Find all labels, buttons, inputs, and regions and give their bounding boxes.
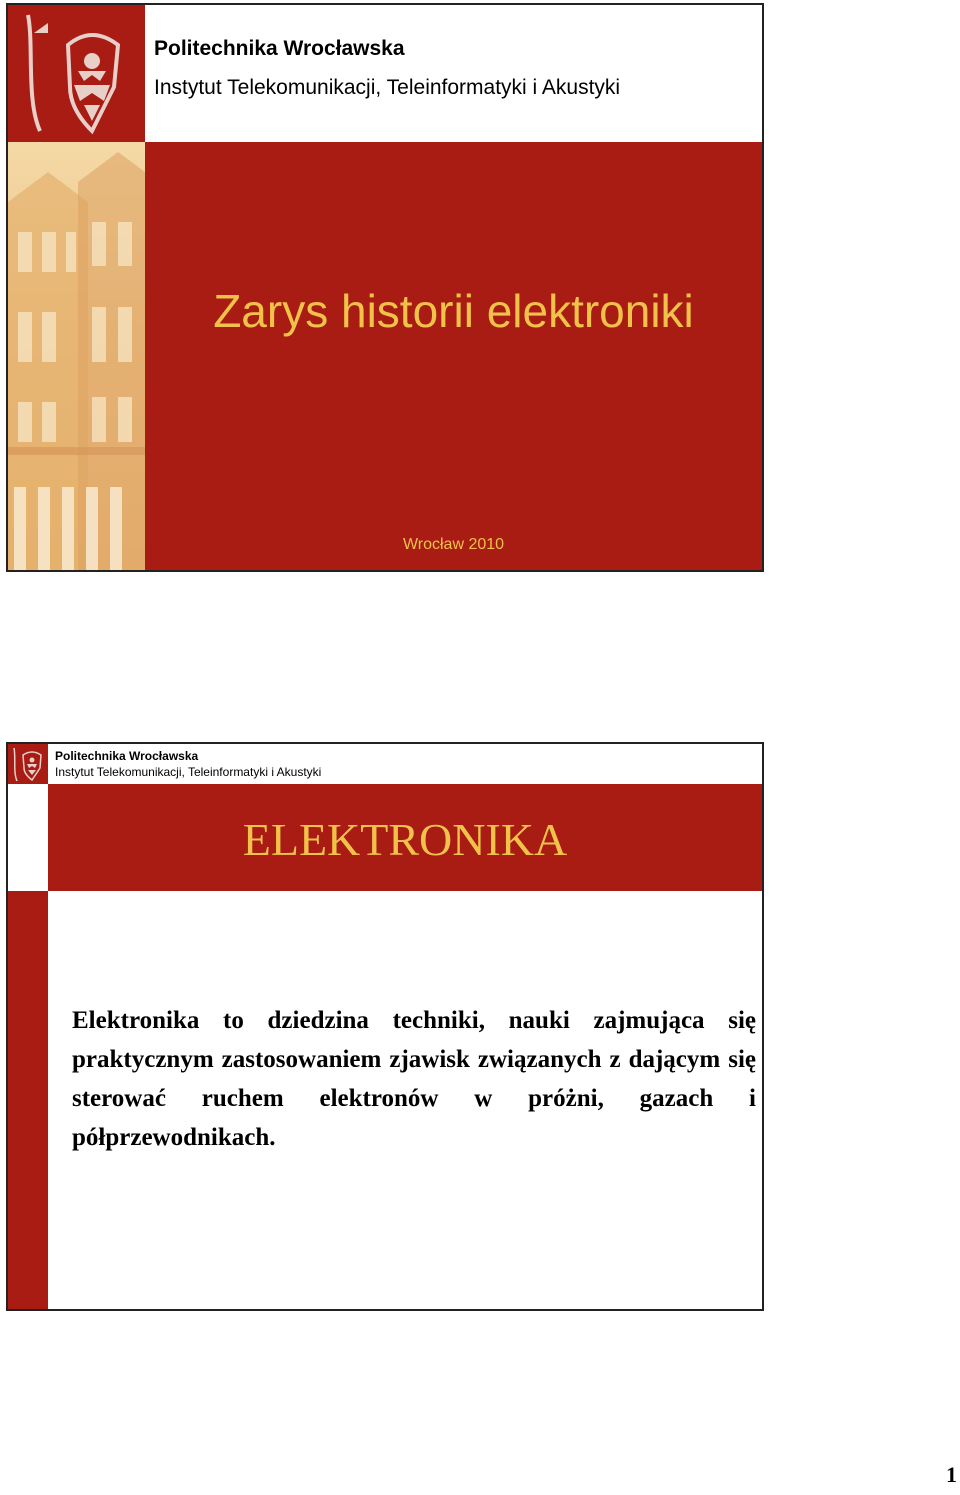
definition-text: Elektronika to dziedzina techniki, nauki zajmująca się praktycznym zastosowaniem zjawisk związanych z dającym się sterować ruchem elektronów w próżni, gazach i półprzewodnikach. bbox=[72, 1007, 756, 1151]
content-slide bbox=[6, 742, 764, 1311]
decorative-strip bbox=[8, 891, 48, 1309]
eagle-emblem-icon bbox=[8, 744, 48, 784]
page-number: 1 bbox=[946, 1462, 957, 1487]
slide-header bbox=[145, 5, 762, 142]
logo-cell bbox=[8, 744, 48, 784]
university-building-photo bbox=[8, 142, 145, 572]
institute-name: Instytut Telekomunikacji, Teleinformatyki i Akustyki bbox=[55, 765, 322, 779]
logo-band bbox=[8, 5, 145, 142]
institute-name: Instytut Telekomunikacji, Teleinformatyki i Akustyki bbox=[154, 76, 621, 99]
title-area bbox=[145, 142, 762, 570]
organization-name: Politechnika Wrocławska bbox=[154, 37, 405, 60]
title-band bbox=[48, 784, 762, 891]
organization-name: Politechnika Wrocławska bbox=[55, 749, 199, 763]
slide-title: ELEKTRONIKA bbox=[242, 814, 568, 865]
eagle-emblem-icon bbox=[8, 5, 145, 142]
presentation-subtitle: Wrocław 2010 bbox=[402, 536, 505, 553]
presentation-title: Zarys historii elektroniki bbox=[213, 285, 694, 337]
title-slide bbox=[6, 3, 764, 572]
